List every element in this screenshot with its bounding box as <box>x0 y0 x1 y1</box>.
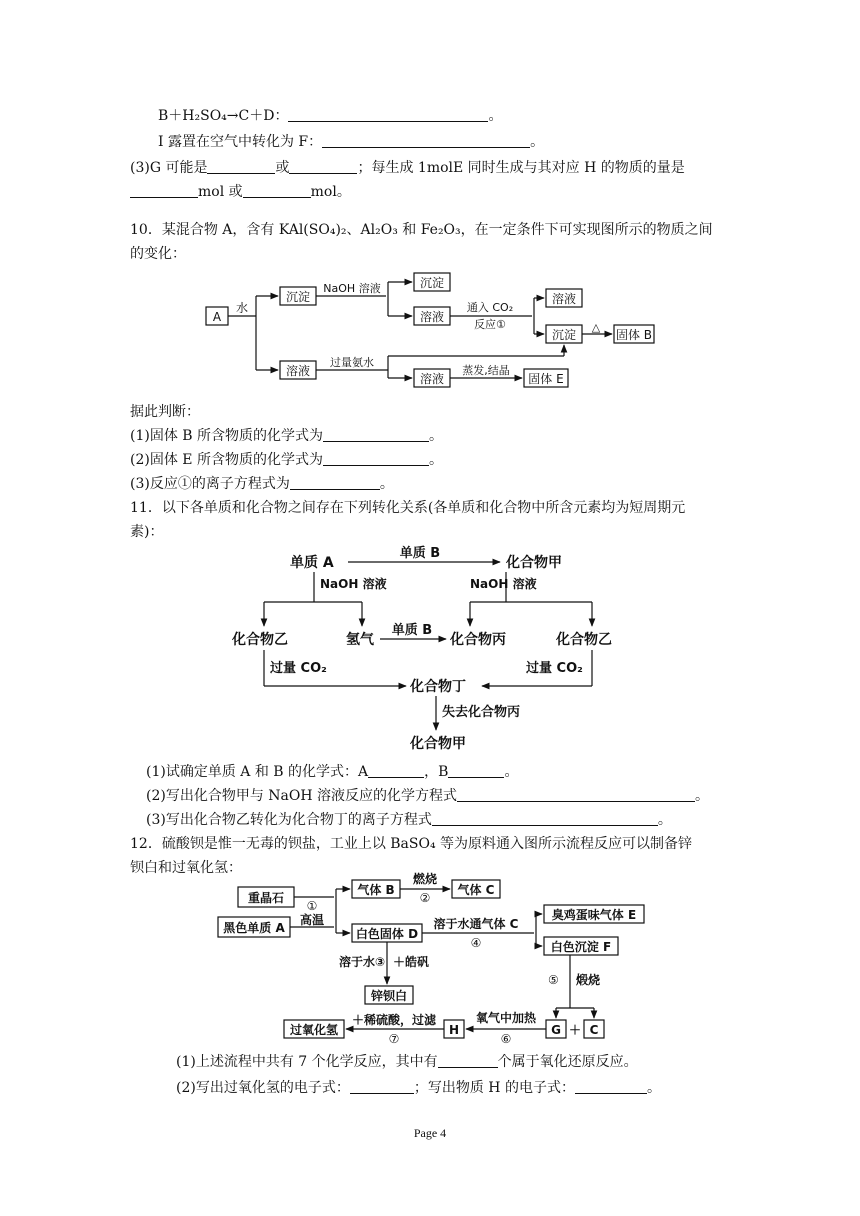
page-footer: Page 4 <box>413 1126 447 1140</box>
eq-i-to-f: I 露置在空气中转化为 F： 。 <box>158 134 545 150</box>
q11-2: (2)写出化合物甲与 NaOH 溶液反应的化学方程式 。 <box>146 788 710 804</box>
label-hydrogen: 氢气 <box>346 632 374 648</box>
label-compound-jia-top: 化合物甲 <box>506 555 562 571</box>
label-co2: 通入 CO₂ <box>466 301 514 314</box>
q10-judge: 据此判断： <box>130 404 200 420</box>
eq-b-h2so4: B＋H₂SO₄→C＋D： 。 <box>158 108 503 124</box>
label-solid-b: 固体 B <box>615 328 653 342</box>
label-g: G <box>551 1023 561 1037</box>
label-co2-left: 过量 CO₂ <box>270 661 327 676</box>
label-compound-yi-right: 化合物乙 <box>556 632 612 648</box>
label-barite: 重晶石 <box>247 891 285 905</box>
label-element-b-top: 单质 B <box>399 546 441 561</box>
q10-text-2: 的变化： <box>130 246 186 262</box>
label-oxygen-heat: 氧气中加热 <box>475 1011 537 1025</box>
label-element-b-mid: 单质 B <box>391 623 433 638</box>
label-precipitate-3: 沉淀 <box>551 328 577 342</box>
q12-text-2: 钡白和过氧化氢： <box>130 860 242 876</box>
label-calcine: 煅烧 <box>576 973 601 987</box>
label-compound-yi-left: 化合物乙 <box>232 632 288 648</box>
label-plus: ＋ <box>568 1023 582 1037</box>
label-step-6: ⑥ <box>500 1032 512 1046</box>
label-alum: ＋皓矾 <box>393 955 430 969</box>
label-co2-right: 过量 CO₂ <box>526 661 583 676</box>
label-compound-ding: 化合物丁 <box>410 679 466 695</box>
label-compound-bing: 化合物丙 <box>450 632 506 648</box>
label-solution-3: 溶液 <box>285 364 311 378</box>
label-water: 水 <box>235 301 249 315</box>
answer-blank[interactable] <box>350 1079 414 1094</box>
label-lose-bing: 失去化合物丙 <box>442 705 521 720</box>
label-white-solid-d: 白色固体 D <box>355 927 419 941</box>
label-step-4: ④ <box>470 936 482 950</box>
label-c: C <box>589 1023 599 1037</box>
q12-text-1: 12．硫酸钡是惟一无毒的钡盐，工业上以 BaSO₄ 等为原料通入图所示流程反应可以制备锌 <box>130 836 693 852</box>
label-naoh-1: NaOH 溶液 <box>320 577 387 591</box>
q11-1: (1)试确定单质 A 和 B 的化学式：A ，B 。 <box>146 764 519 780</box>
label-lithopone: 锌钡白 <box>370 989 408 1003</box>
label-ammonia: 过量氨水 <box>330 356 374 369</box>
label-gas-c: 气体 C <box>457 883 495 897</box>
label-step-2: ② <box>419 891 431 905</box>
q12-1: (1)上述流程中共有 7 个化学反应，其中有 个属于氧化还原反应。 <box>176 1054 638 1070</box>
q9-3-line2: mol 或 mol。 <box>130 182 351 202</box>
label-precipitate-2: 沉淀 <box>419 276 445 290</box>
label-h: H <box>448 1023 460 1037</box>
label-dissolve-3: 溶于水③ <box>339 955 386 969</box>
q10-1: (1)固体 B 所含物质的化学式为 。 <box>130 428 444 444</box>
answer-blank[interactable] <box>438 1053 498 1068</box>
label-solid-e: 固体 E <box>528 372 564 386</box>
label-dissolve-c: 溶于水通气体 C <box>433 917 519 931</box>
label-element-a: 单质 A <box>290 555 334 571</box>
label-naoh: NaOH 溶液 <box>323 282 381 295</box>
label-reaction-1: 反应① <box>474 318 506 331</box>
label-step-5: ⑤ <box>548 973 559 987</box>
q11-text-1: 11．以下各单质和化合物之间存在下列转化关系(各单质和化合物中所含元素均为短周期元 <box>130 500 686 516</box>
label-solution-4: 溶液 <box>419 372 445 386</box>
label-hydrogen-peroxide: 过氧化氢 <box>289 1023 339 1037</box>
label-solution-2: 溶液 <box>551 292 577 306</box>
q9-3-line1: (3)G 可能是 或 ；每生成 1molE 同时生成与其对应 H 的物质的量是 <box>130 160 685 176</box>
q11-text-2: 素)： <box>130 524 164 540</box>
q10-3: (3)反应①的离子方程式为 。 <box>130 476 394 492</box>
label-solution-1: 溶液 <box>419 310 445 324</box>
q12-2: (2)写出过氧化氢的电子式： ；写出物质 H 的电子式： 。 <box>176 1080 661 1096</box>
label-black-a: 黑色单质 A <box>223 921 285 935</box>
label-a: A <box>212 310 222 324</box>
label-evaporate: 蒸发,结晶 <box>462 364 510 377</box>
label-naoh-2: NaOH 溶液 <box>470 577 537 591</box>
label-dilute-acid: ＋稀硫酸，过滤 <box>351 1013 437 1027</box>
label-compound-jia-bottom: 化合物甲 <box>410 736 466 752</box>
answer-blank[interactable] <box>575 1079 647 1094</box>
label-gas-e: 臭鸡蛋味气体 E <box>551 908 637 922</box>
label-step-7: ⑦ <box>388 1032 400 1046</box>
label-precipitate-1: 沉淀 <box>285 290 311 304</box>
label-heat: △ <box>591 321 601 334</box>
label-gas-b: 气体 B <box>357 883 395 897</box>
q11-3: (3)写出化合物乙转化为化合物丁的离子方程式 。 <box>146 812 672 828</box>
label-burn: 燃烧 <box>412 872 438 886</box>
label-precipitate-f: 白色沉淀 F <box>550 940 612 954</box>
label-high-temp: 高温 <box>299 913 325 927</box>
q10-2: (2)固体 E 所含物质的化学式为 。 <box>130 452 443 468</box>
label-step-1: ① <box>306 899 318 913</box>
q10-text-1: 10．某混合物 A，含有 KAl(SO₄)₂、Al₂O₃ 和 Fe₂O₃，在一定条件下可实现图所示的物质之间 <box>130 222 713 238</box>
